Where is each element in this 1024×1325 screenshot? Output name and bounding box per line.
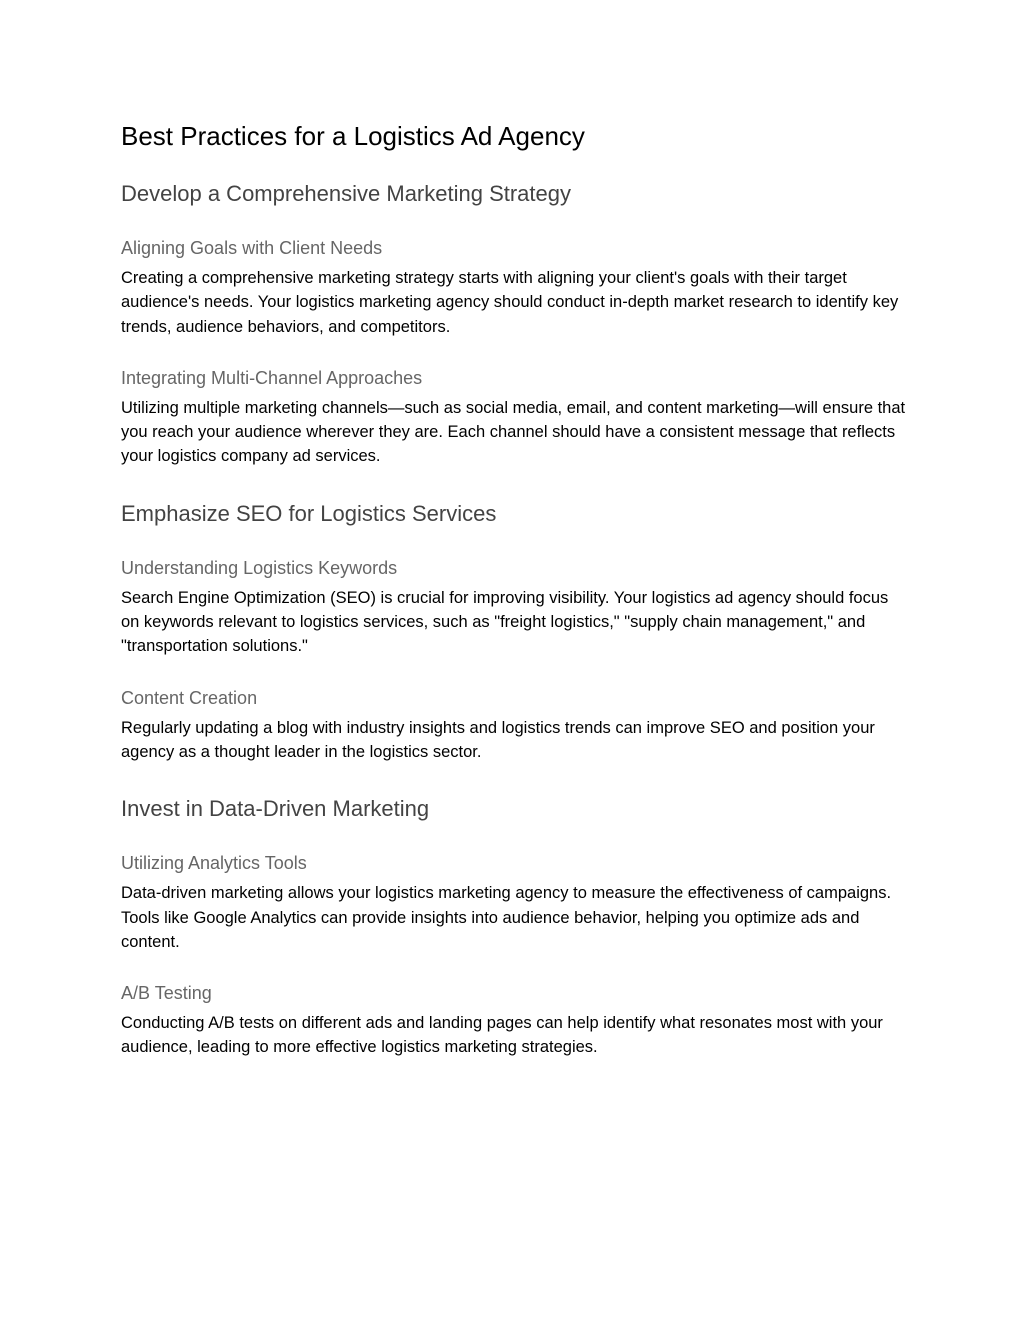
- subsection-multi-channel: [121, 366, 911, 469]
- document-page: [121, 120, 911, 1060]
- subsection-heading: Integrating Multi-Channel Approaches: [121, 367, 423, 388]
- subsection-heading: Understanding Logistics Keywords: [121, 557, 398, 578]
- section-marketing-strategy: [121, 180, 911, 469]
- subsection-ab-testing: [121, 981, 911, 1060]
- subsection-content-creation: [121, 686, 911, 765]
- paragraph: Regularly updating a blog with industry insights and logistics trends can improve SEO and position your agency as a thought leader in the logistics sector.: [121, 718, 875, 761]
- paragraph: Conducting A/B tests on different ads and landing pages can help identify what resonates most with your audience, leading to more effective logistics marketing strategies.: [121, 1014, 883, 1057]
- section-seo: [121, 500, 911, 764]
- paragraph: Utilizing multiple marketing channels—such as social media, email, and content marketing—will ensure that you reach your audience wherever they are. Each channel should have a consistent message that reflects your logistics company ad services.: [121, 398, 906, 466]
- subsection-heading: Content Creation: [121, 687, 258, 708]
- document-title: Best Practices for a Logistics Ad Agency: [121, 121, 585, 151]
- paragraph: Search Engine Optimization (SEO) is crucial for improving visibility. Your logistics ad agency should focus on keywords relevant to logistics services, such as "freight logistics," "supply chain management," and "transportation solutions.": [121, 588, 889, 656]
- section-data-driven: [121, 795, 911, 1059]
- subsection-analytics-tools: [121, 851, 911, 954]
- subsection-heading: A/B Testing: [121, 983, 212, 1004]
- subsection-heading: Aligning Goals with Client Needs: [121, 238, 383, 258]
- section-heading: Develop a Comprehensive Marketing Strategy: [121, 181, 572, 206]
- paragraph: Data-driven marketing allows your logistics marketing agency to measure the effectiveness of campaigns. Tools like Google Analytics can provide insights into audience behavior, helping you optimize ads and content.: [121, 884, 892, 951]
- subsection-aligning-goals: [121, 236, 911, 339]
- subsection-heading: Utilizing Analytics Tools: [121, 853, 307, 874]
- paragraph: Creating a comprehensive marketing strategy starts with aligning your client's goals with their target audience's needs. Your logistics marketing agency should conduct in-depth market research to identify key trends, audience behaviors, and competitors.: [121, 269, 899, 336]
- subsection-keywords: [121, 556, 911, 659]
- section-heading: Emphasize SEO for Logistics Services: [121, 500, 497, 526]
- section-heading: Invest in Data-Driven Marketing: [121, 796, 430, 822]
